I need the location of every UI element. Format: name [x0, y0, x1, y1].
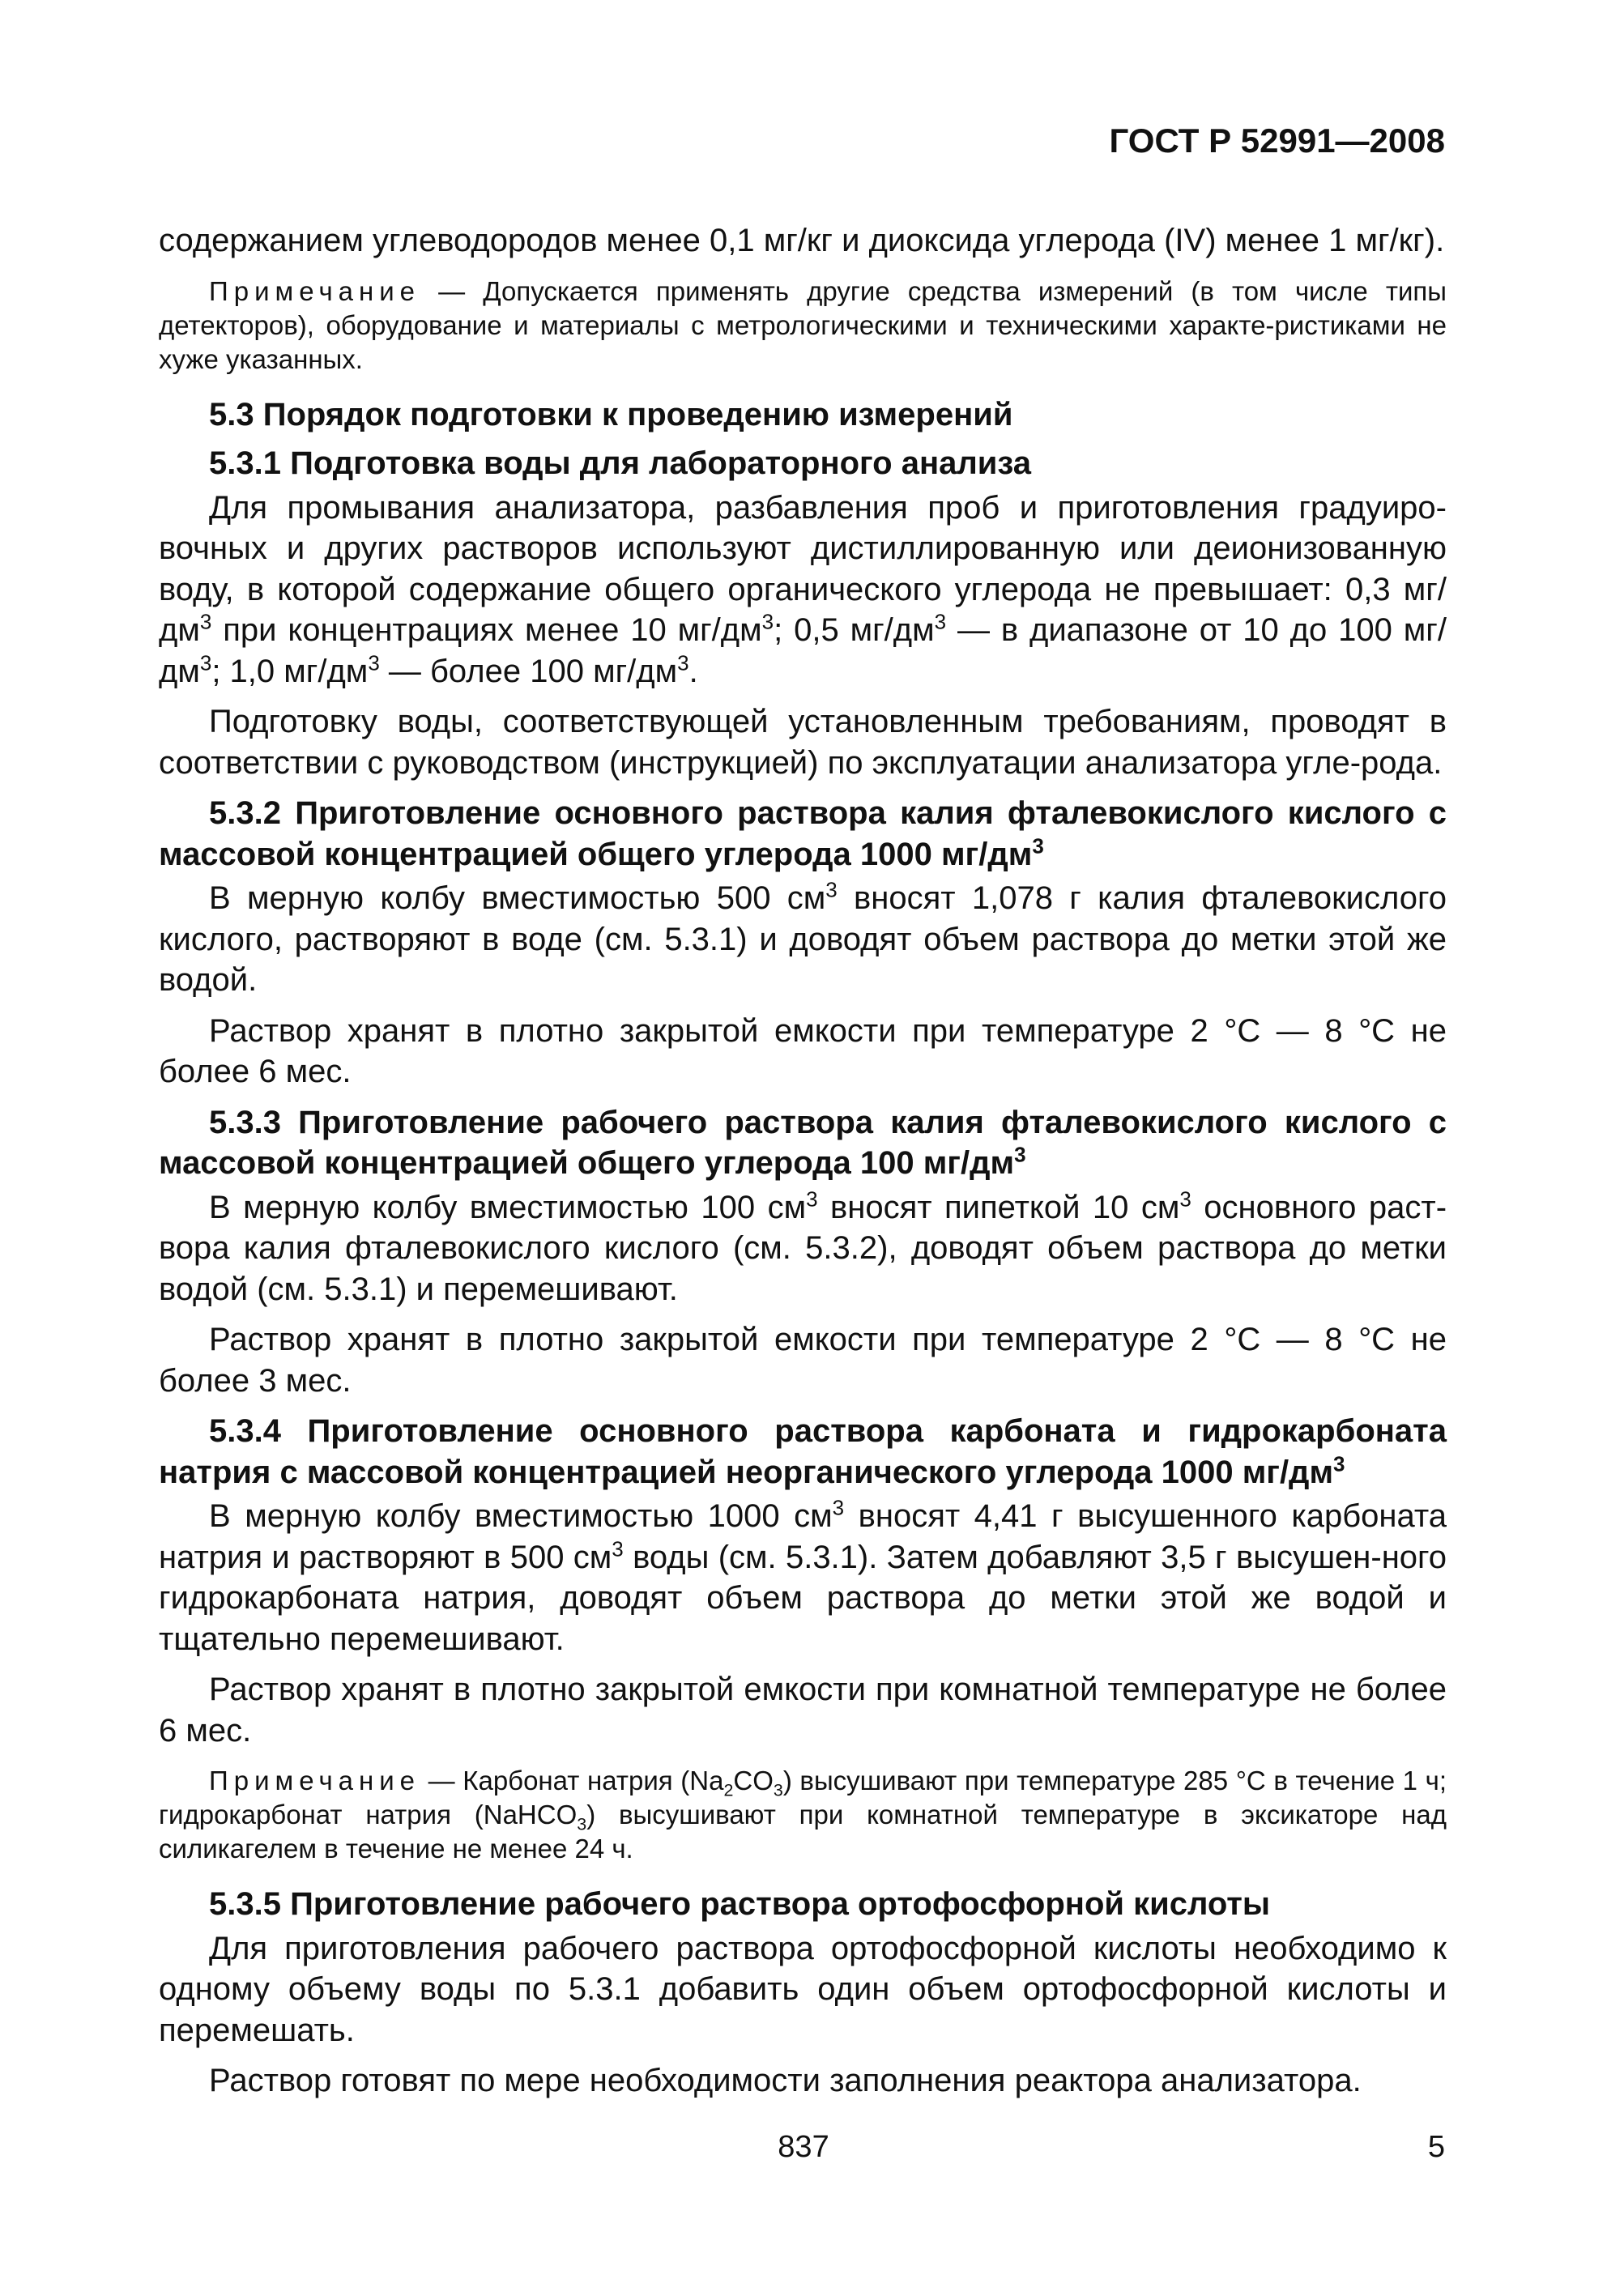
paragraph: Подготовку воды, соответствующей установленным требованиям, проводят в соответствии с руководством (инструкцией) по эксплуатации анализатора угле-рода.: [159, 704, 1447, 781]
paragraph: В мерную колбу вместимостью 1000 $см^3$ вносят 4,41 г высушенного карбоната натрия и растворяют в 500 $см^3$ воды (см. 5.3.1). Затем добавляют 3,5 г высушен-ного гидрокарбоната натрия, доводят объем раствора до метки этой же водой и тщательно перемешивают.: [159, 1495, 1447, 1657]
paragraph: содержанием углеводородов менее 0,1 мг/кг и диоксида углерода (IV) менее 1 мг/кг).: [159, 223, 1445, 258]
footer-page-number: 5: [1427, 2130, 1445, 2164]
subsection-heading: 5.3.1 Подготовка воды для лабораторного анализа: [209, 445, 1031, 481]
paragraph: В мерную колбу вместимостью 500 $см^3$ вносят 1,078 г калия фталевокислого кислого, растворяют в воде (см. 5.3.1) и доводят объем раствора до метки этой же водой.: [159, 877, 1447, 998]
paragraph: Для приготовления рабочего раствора ортофосфорной кислоты необходимо к одному объему воды по 5.3.1 добавить один объем ортофосфорной кислоты и перемешать.: [159, 1930, 1447, 2048]
paragraph: Раствор хранят в плотно закрытой емкости при комнатной температуре не более 6 мес.: [159, 1672, 1447, 1749]
subsection-heading: 5.3.4 Приготовление основного раствора карбоната и гидрокарбоната натрия с массовой концентрацией неорганического углерода 1000 $мг/дм^3$: [159, 1413, 1447, 1490]
paragraph: Раствор хранят в плотно закрытой емкости при температуре 2 °С — 8 °С не более 3 мес.: [159, 1322, 1447, 1399]
note-paragraph: Примечание — Допускается применять другие средства измерений (в том числе типы детекторов), оборудование и материалы с метрологическими и техническими характе-ристиками не хуже указанных.: [159, 275, 1447, 374]
paragraph: Раствор готовят по мере необходимости заполнения реактора анализатора.: [209, 2063, 1362, 2098]
section-heading: 5.3 Порядок подготовки к проведению измерений: [209, 396, 1013, 432]
subsection-heading: 5.3.5 Приготовление рабочего раствора ортофосфорной кислоты: [209, 1886, 1271, 1922]
note-paragraph: Примечание — Карбонат натрия $(Na_2CO_3)$ высушивают при температуре 285 °С в течение 1 ч; гидрокарбонат натрия (NaHCO$_3$) высушивают при комнатной температуре в эксикаторе над силикагелем в течение не менее 24 ч.: [159, 1766, 1447, 1864]
subsection-heading: 5.3.2 Приготовление основного раствора калия фталевокислого кислого с массовой концентрацией общего углерода 1000 $мг/дм^3$: [159, 795, 1447, 872]
document-code-header: ГОСТ Р 52991—2008: [1109, 121, 1445, 160]
paragraph: Раствор хранят в плотно закрытой емкости при температуре 2 °С — 8 °С не более 6 мес.: [159, 1012, 1447, 1089]
subsection-heading: 5.3.3 Приготовление рабочего раствора калия фталевокислого кислого с массовой концентрацией общего углерода 100 $мг/дм^3$: [159, 1104, 1447, 1181]
paragraph: В мерную колбу вместимостью 100 $см^3$ вносят пипеткой 10 $см^3$ основного раст-вора калия фталевокислого кислого (см. 5.3.2), доводят объем раствора до метки водой (см. 5.3.1) и перемешивают.: [159, 1186, 1447, 1307]
document-body: [159, 220, 1447, 2111]
footer-center-number: 837: [778, 2130, 829, 2164]
paragraph: Для промывания анализатора, разбавления проб и приготовления градуиро-вочных и других растворов используют дистиллированную или деионизованную воду, в которой содержание общего органического углерода не превышает: 0,3 $мг/дм^3$ при концентрациях менее 10 $мг/дм^3$; 0,5 $мг/дм^3$ — в диапазоне от 10 до 100 $мг/дм^3$; 1,0 $мг/дм^3$ — более 100 $мг/дм^3$.: [159, 489, 1447, 689]
